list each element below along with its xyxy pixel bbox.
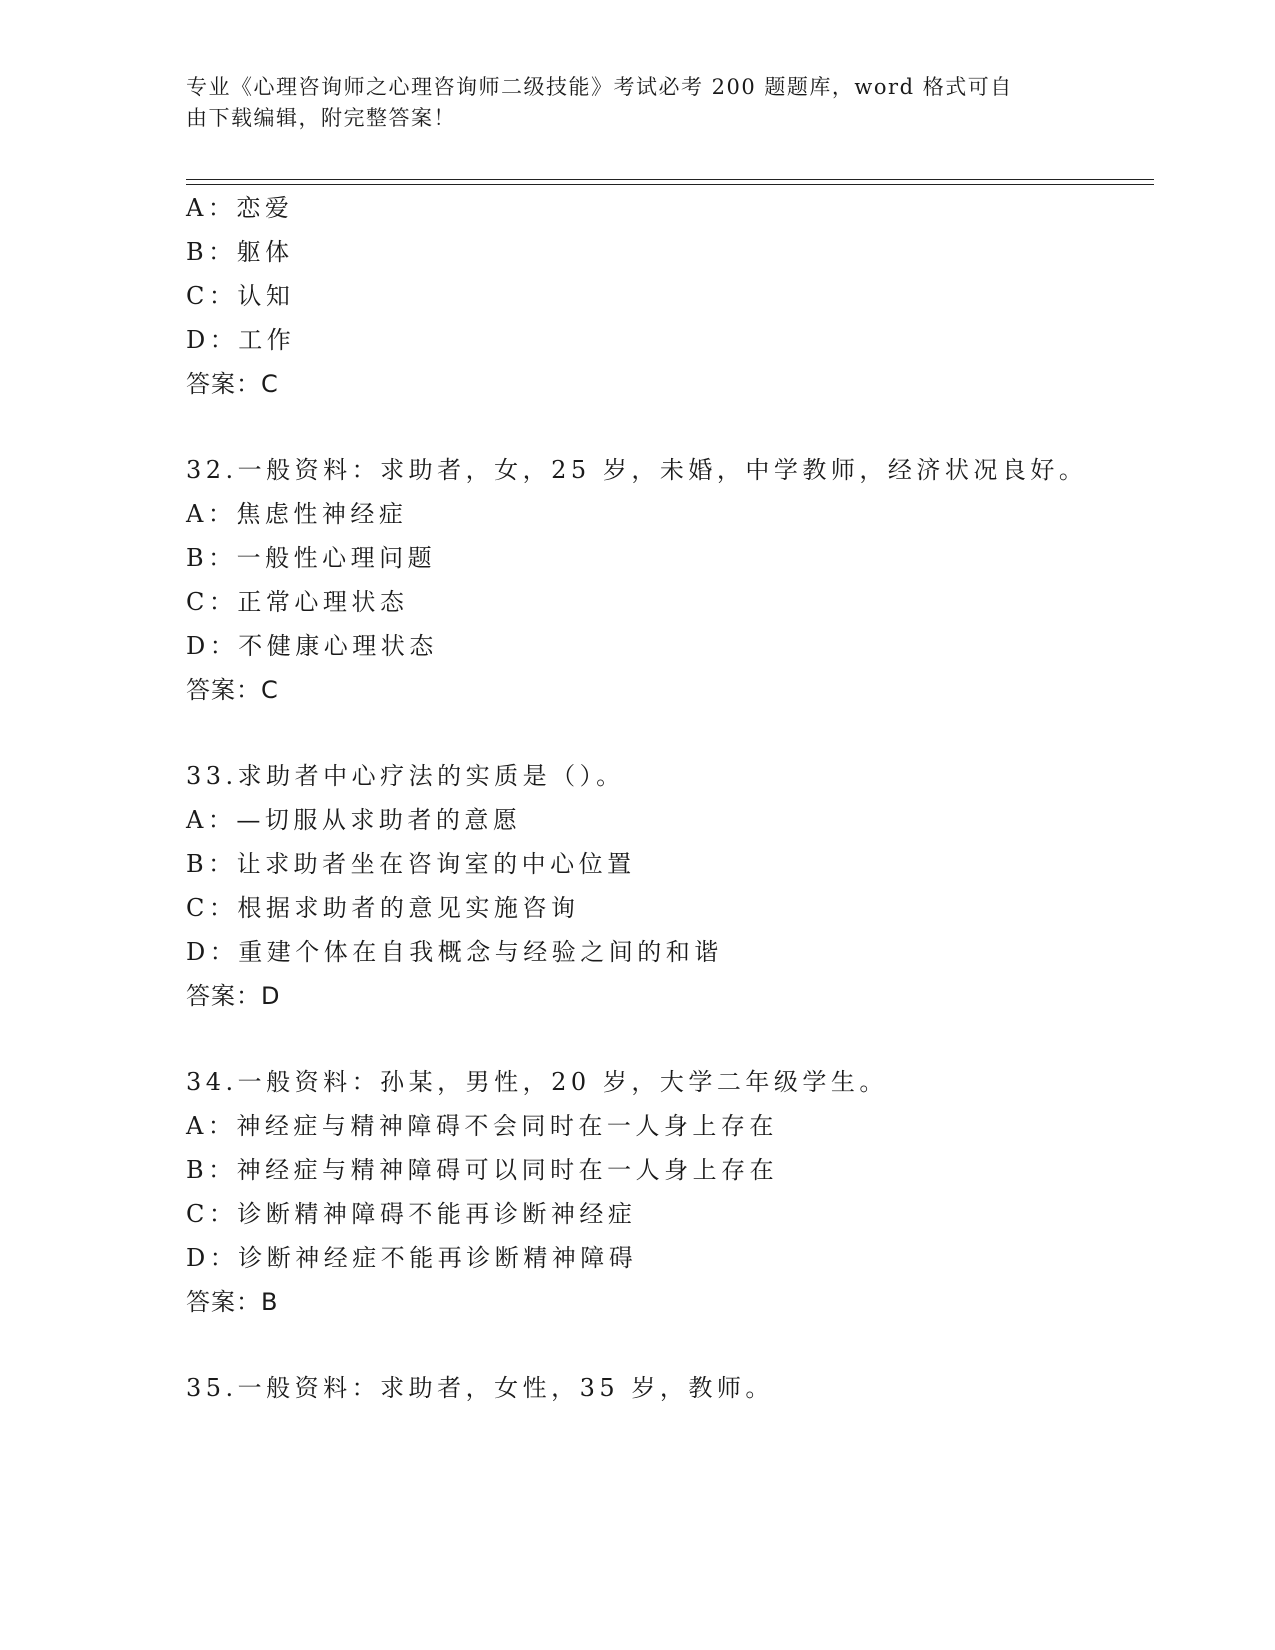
- header-line-2: 由下载编辑，附完整答案！: [186, 106, 456, 130]
- q31-answer: 答案：C: [186, 370, 279, 398]
- q33-option-b: B：让求助者坐在咨询室的中心位置: [186, 850, 636, 878]
- q31-option-b: B：躯体: [186, 238, 294, 266]
- q33-option-a: A：—切服从求助者的意愿: [186, 806, 522, 834]
- q31-option-d: D：工作: [186, 326, 296, 354]
- q33-question: 33.求助者中心疗法的实质是（）。: [186, 762, 625, 790]
- q32-answer: 答案：C: [186, 676, 279, 704]
- q34-answer: 答案：B: [186, 1288, 279, 1316]
- q34-option-c: C：诊断精神障碍不能再诊断神经症: [186, 1200, 637, 1228]
- q35-question: 35.一般资料：求助者，女性，35 岁，教师。: [186, 1374, 774, 1402]
- q32-option-c: C：正常心理状态: [186, 588, 409, 616]
- header-line-1: 专业《心理咨询师之心理咨询师二级技能》考试必考 200 题题库，word 格式可自: [186, 75, 1013, 99]
- q34-option-d: D：诊断神经症不能再诊断精神障碍: [186, 1244, 638, 1272]
- header-rule-top: [186, 179, 1154, 180]
- q33-option-c: C：根据求助者的意见实施咨询: [186, 894, 580, 922]
- q33-option-d: D：重建个体在自我概念与经验之间的和谐: [186, 938, 723, 966]
- q32-option-b: B：一般性心理问题: [186, 544, 437, 572]
- q31-option-c: C：认知: [186, 282, 295, 310]
- q34-question: 34.一般资料：孙某，男性，20 岁，大学二年级学生。: [186, 1068, 888, 1096]
- q31-option-a: A：恋爱: [186, 194, 294, 222]
- q32-option-d: D：不健康心理状态: [186, 632, 438, 660]
- document-header: [186, 72, 1066, 134]
- q33-answer: 答案：D: [186, 982, 281, 1010]
- header-rule-bottom: [186, 184, 1154, 185]
- q34-option-a: A：神经症与精神障碍不会同时在一人身上存在: [186, 1112, 778, 1140]
- q32-question: 32.一般资料：求助者，女，25 岁，未婚，中学教师，经济状况良好。: [186, 456, 1088, 484]
- q32-option-a: A：焦虑性神经症: [186, 500, 408, 528]
- q34-option-b: B：神经症与精神障碍可以同时在一人身上存在: [186, 1156, 779, 1184]
